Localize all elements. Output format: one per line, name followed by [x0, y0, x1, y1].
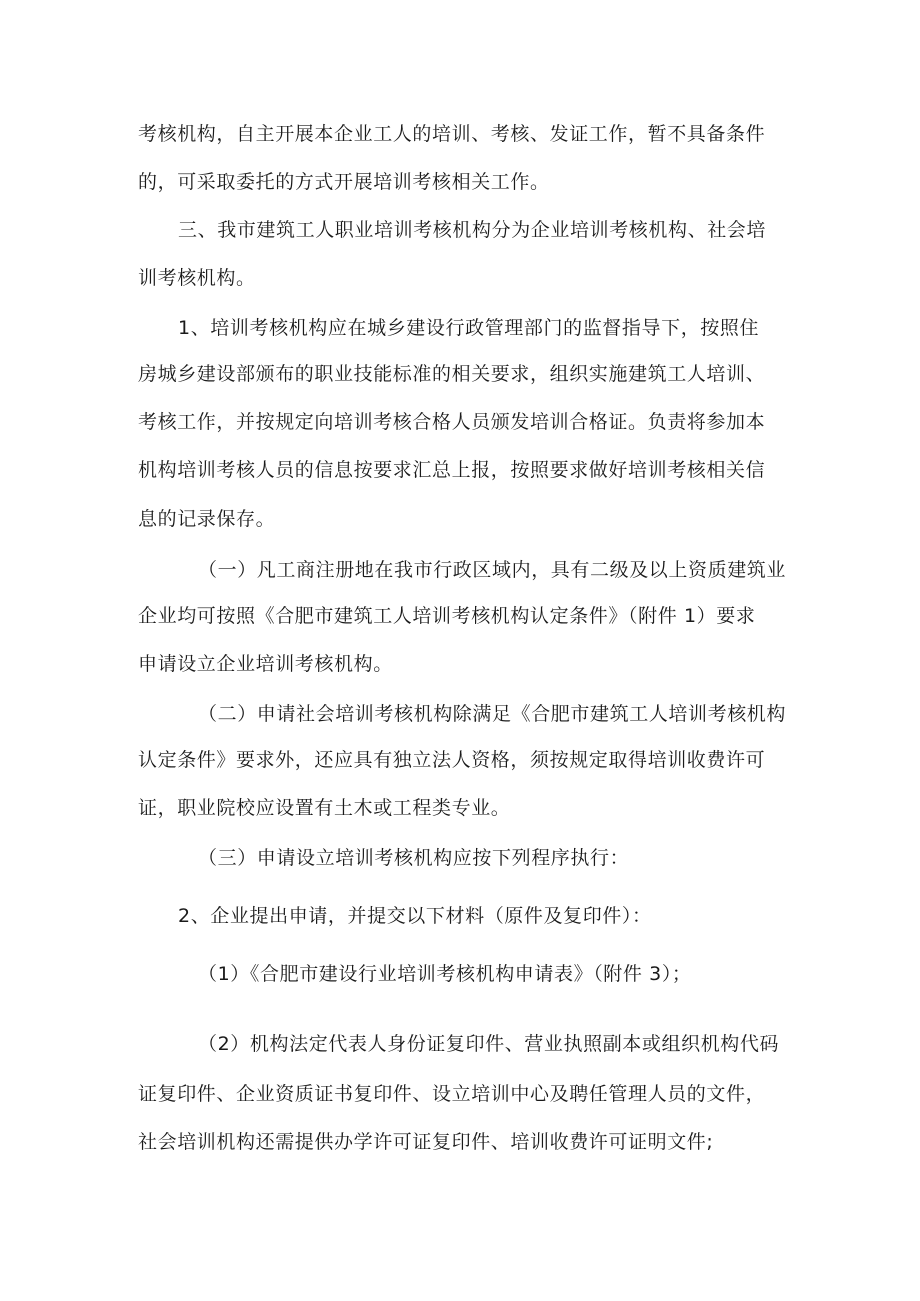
- text-line: 社会培训机构还需提供办学许可证复印件、培训收费许可证明文件;: [138, 1131, 714, 1153]
- text-line: （一）凡工商注册地在我市行政区域内，具有二级及以上资质建筑业: [198, 559, 787, 581]
- text-line: （1）《合肥市建设行业培训考核机构申请表》（附件 3）；: [198, 963, 692, 985]
- text-line: 证复印件、企业资质证书复印件、设立培训中心及聘任管理人员的文件，: [138, 1083, 766, 1105]
- text-line: （二）申请社会培训考核机构除满足《合肥市建筑工人培训考核机构: [198, 703, 787, 725]
- text-line: 1、培训考核机构应在城乡建设行政管理部门的监督指导下，按照住: [178, 317, 760, 339]
- text-line: 训考核机构。: [138, 267, 256, 289]
- text-line: 企业均可按照《合肥市建筑工人培训考核机构认定条件》（附件 1）要求: [138, 605, 756, 627]
- text-line: （2）机构法定代表人身份证复印件、营业执照副本或组织机构代码: [198, 1033, 780, 1055]
- text-line: 认定条件》要求外，还应具有独立法人资格，须按规定取得培训收费许可: [138, 749, 766, 771]
- text-line: 2、企业提出申请，并提交以下材料（原件及复印件）：: [178, 905, 652, 927]
- text-line: 考核机构，自主开展本企业工人的培训、考核、发证工作，暂不具备条件: [138, 123, 766, 145]
- text-line: 房城乡建设部颁布的职业技能标准的相关要求，组织实施建筑工人培训、: [138, 363, 766, 385]
- text-line: 三、我市建筑工人职业培训考核机构分为企业培训考核机构、社会培: [178, 219, 767, 241]
- text-line: 证，职业院校应设置有土木或工程类专业。: [138, 797, 511, 819]
- text-line: 息的记录保存。: [138, 508, 276, 530]
- text-line: 的，可采取委托的方式开展培训考核相关工作。: [138, 171, 550, 193]
- text-line: （三）申请设立培训考核机构应按下列程序执行：: [198, 847, 630, 869]
- text-line: 申请设立企业培训考核机构。: [138, 653, 393, 675]
- text-line: 机构培训考核人员的信息按要求汇总上报，按照要求做好培训考核相关信: [138, 459, 766, 481]
- text-line: 考核工作，并按规定向培训考核合格人员颁发培训合格证。负责将参加本: [138, 411, 766, 433]
